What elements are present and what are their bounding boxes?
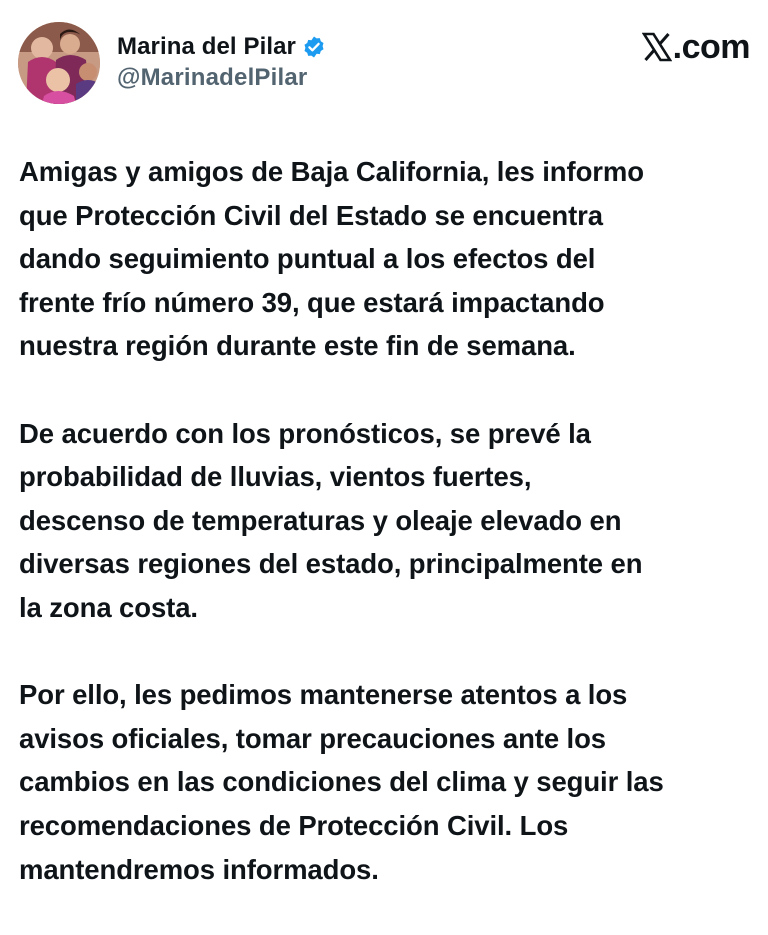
display-name-row (117, 32, 326, 62)
author-names (117, 32, 326, 92)
verified-badge-icon (302, 35, 326, 59)
post-body (19, 150, 754, 935)
brand-domain-text: .com (672, 27, 750, 66)
user-handle[interactable]: @MarinadelPilar (117, 64, 308, 91)
avatar-photo (18, 22, 100, 104)
brand-watermark (642, 27, 750, 66)
post-paragraph: Amigas y amigos de Baja California, les informo que Protección Civil del Estado se encuentra dando seguimiento puntual a los efectos del frente frío número 39, que estará impactando nuestra región durante este fin de semana. (19, 156, 644, 362)
x-logo-icon (642, 32, 672, 62)
post-paragraph: Por ello, les pedimos mantenerse atentos a los avisos oficiales, tomar precauciones ante los cambios en las condiciones del clima y seguir las recomendaciones de Protección Civil. Los mantendremos informados. (19, 679, 664, 885)
post-paragraph: De acuerdo con los pronósticos, se prevé la probabilidad de lluvias, vientos fuertes, descenso de temperaturas y oleaje elevado en diversas regiones del estado, principalmente en la zona costa. (19, 417, 643, 623)
avatar[interactable] (18, 22, 100, 104)
post-header (18, 22, 750, 106)
display-name[interactable]: Marina del Pilar (117, 33, 296, 60)
